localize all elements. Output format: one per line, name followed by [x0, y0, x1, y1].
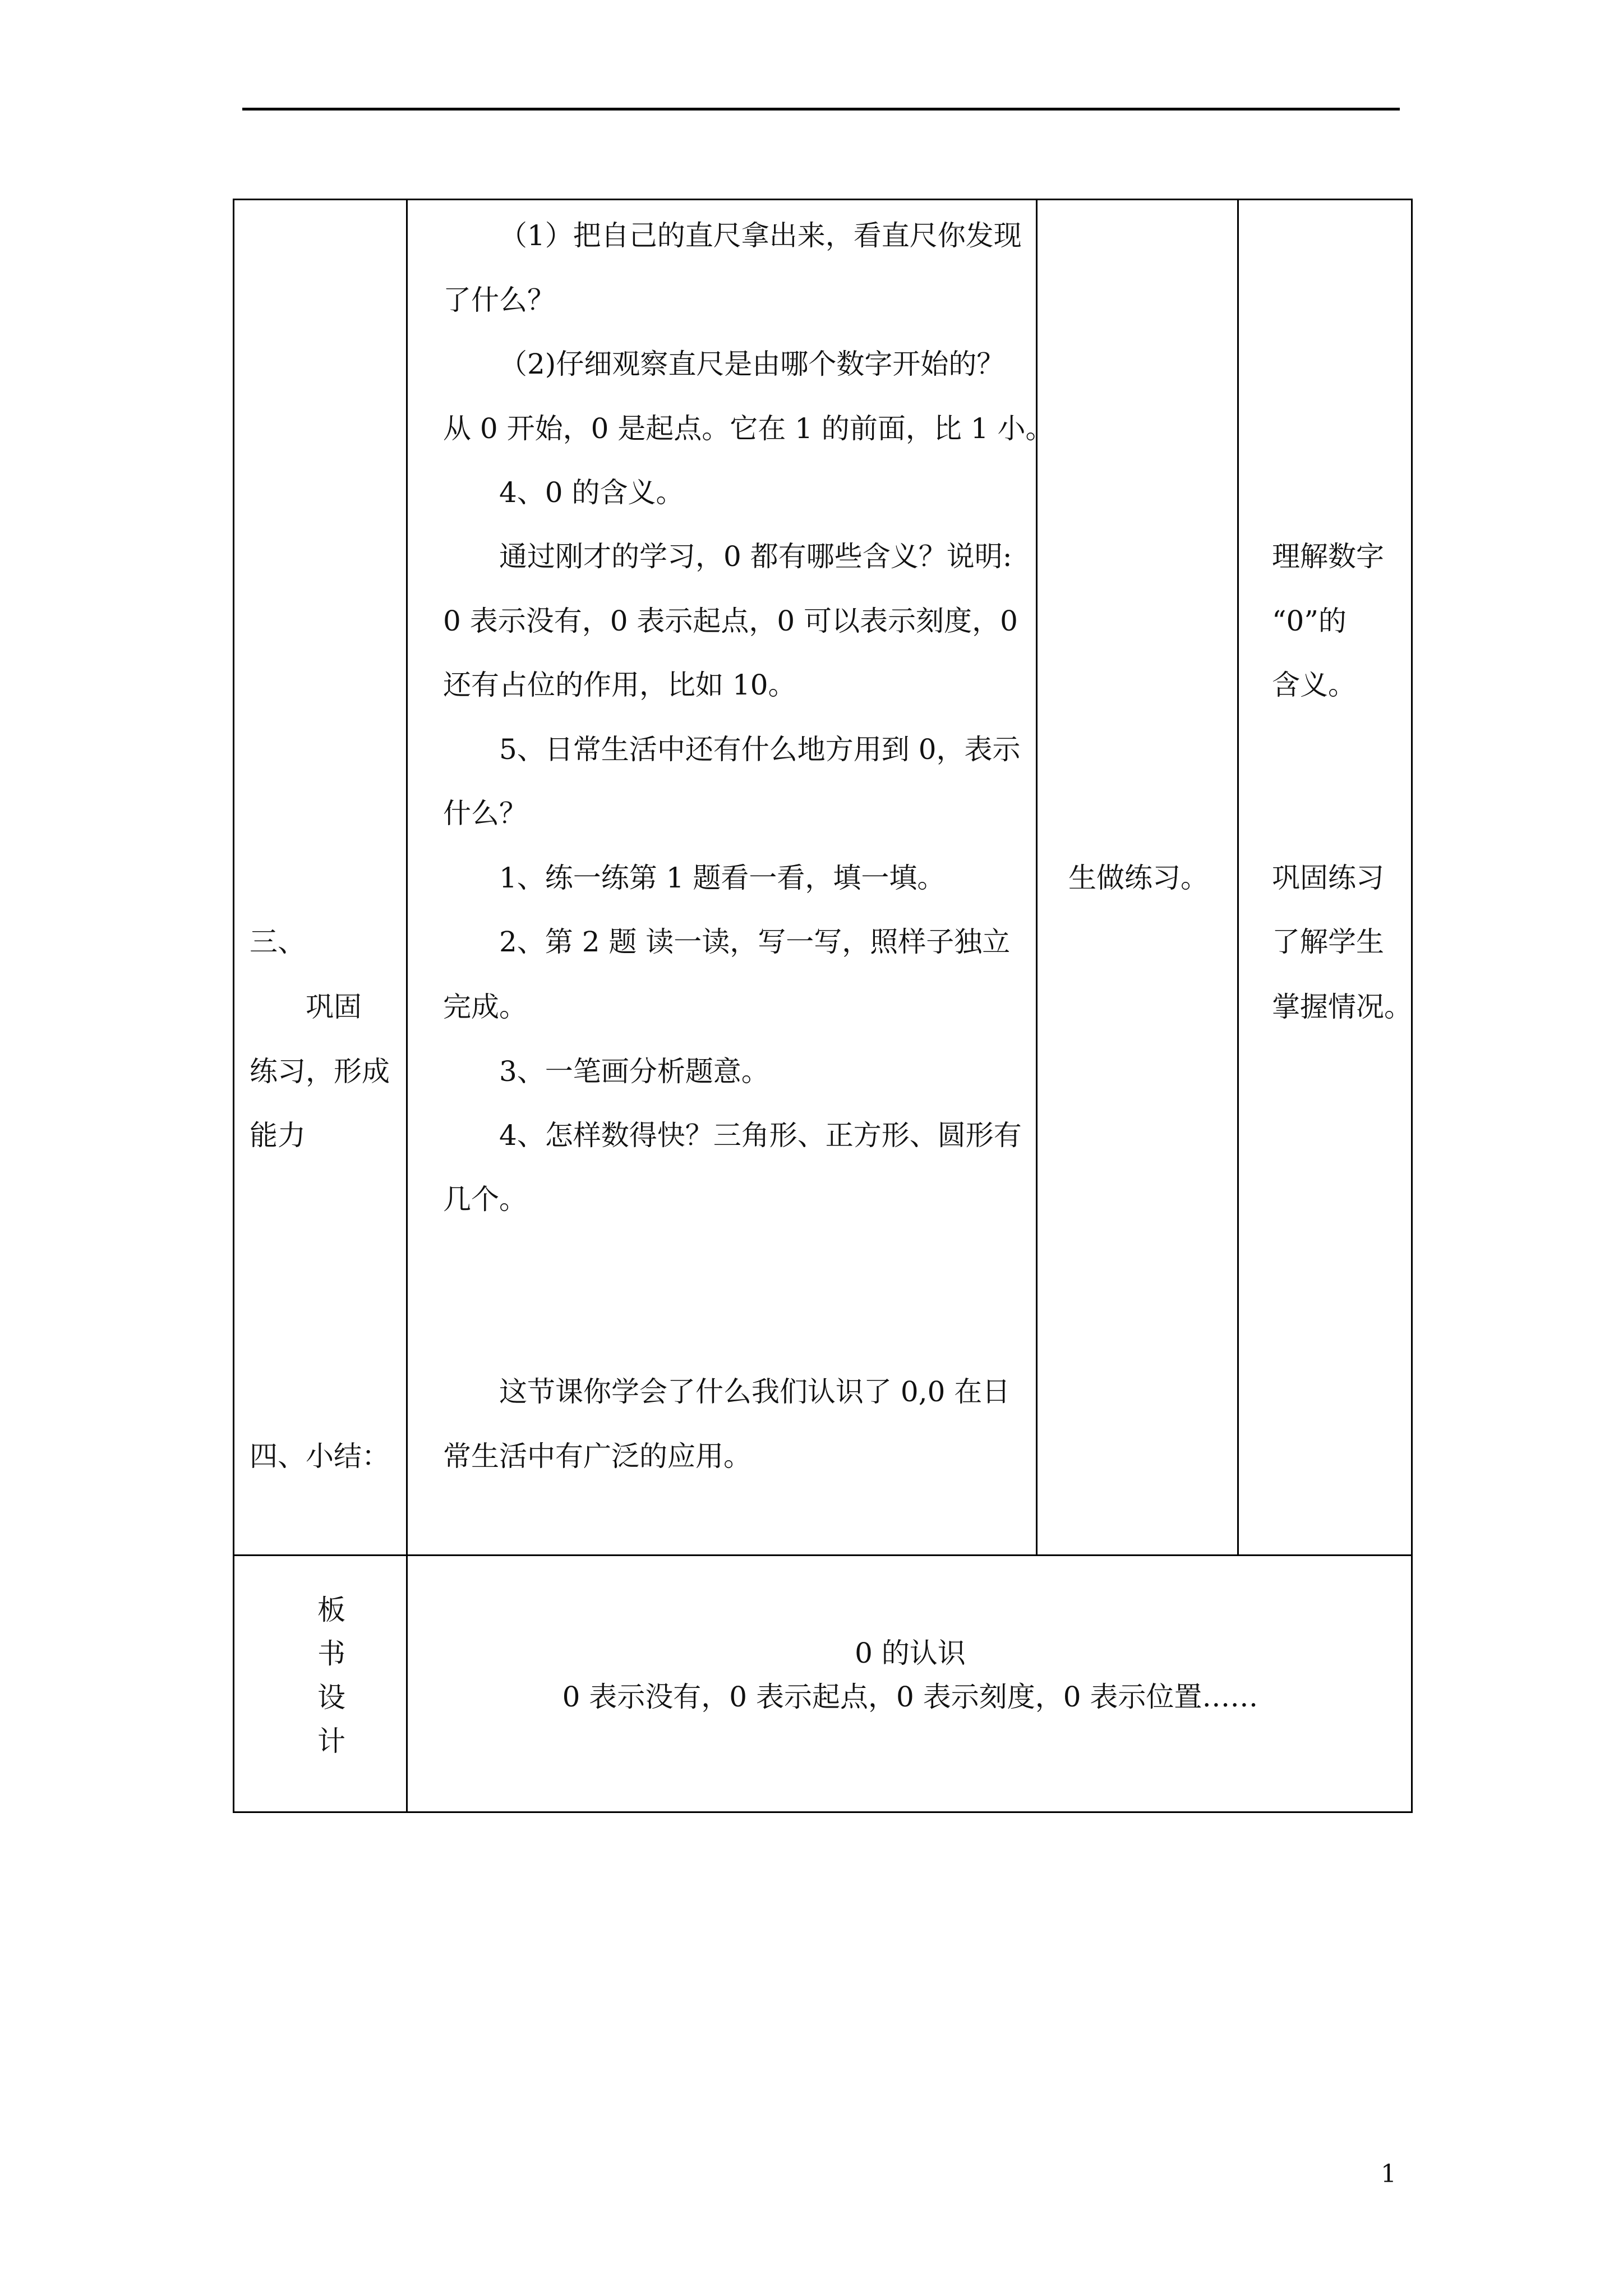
student-activity: 生做练习。 — [1068, 862, 1209, 894]
content-line: （1）把自己的直尺拿出来，看直尺你发现 — [499, 219, 1022, 252]
content-line: 4、0 的含义。 — [499, 476, 684, 509]
page-number: 1 — [1381, 2160, 1396, 2188]
header-rule — [242, 108, 1400, 111]
stage-4-title: 四、小结： — [250, 1440, 390, 1473]
col-divider-1 — [406, 199, 408, 1813]
content-line: （2)仔细观察直尺是由哪个数字开始的？ — [499, 348, 1005, 380]
content-line: 还有占位的作用，比如 10。 — [443, 669, 796, 701]
content-line: 3、一笔画分析题意。 — [499, 1055, 769, 1088]
board-label-char: 书 — [317, 1637, 345, 1670]
content-line: 几个。 — [443, 1183, 527, 1216]
stage-3-number: 三、 — [250, 926, 306, 958]
intent-line: 巩固练习 — [1272, 862, 1384, 894]
intent-line: “0”的 — [1272, 605, 1347, 637]
content-line: 从 0 开始，0 是起点。它在 1 的前面，比 1 小。 — [443, 412, 1054, 445]
board-title: 0 的认识 — [855, 1637, 966, 1669]
intent-line: 了解学生 — [1272, 926, 1384, 958]
content-line: 常生活中有广泛的应用。 — [443, 1440, 751, 1473]
content-line: 5、日常生活中还有什么地方用到 0，表示 — [499, 733, 1021, 766]
board-content: 0 表示没有，0 表示起点，0 表示刻度，0 表示位置…… — [562, 1681, 1258, 1713]
stage-3-title-a: 巩固 — [306, 991, 362, 1023]
content-line: 2、第 2 题 读一读，写一写，照样子独立 — [499, 926, 1011, 958]
row-divider — [233, 1554, 1413, 1556]
content-line: 4、怎样数得快？三角形、正方形、圆形有 — [499, 1119, 1022, 1152]
content-line: 这节课你学会了什么我们认识了 0,0 在日 — [499, 1375, 1011, 1408]
stage-3-title-c: 能力 — [250, 1119, 306, 1152]
content-line: 0 表示没有，0 表示起点，0 可以表示刻度，0 — [443, 605, 1018, 637]
content-line: 完成。 — [443, 991, 527, 1023]
intent-line: 掌握情况。 — [1272, 991, 1412, 1023]
board-label-char: 板 — [317, 1594, 345, 1626]
content-line: 了什么？ — [443, 284, 555, 316]
intent-line: 含义。 — [1272, 669, 1356, 701]
board-label-char: 计 — [317, 1725, 345, 1757]
col-divider-3 — [1237, 199, 1239, 1555]
content-line: 通过刚才的学习，0 都有哪些含义？说明: — [499, 540, 1012, 573]
intent-line: 理解数字 — [1272, 540, 1384, 573]
stage-3-title-b: 练习，形成 — [250, 1055, 390, 1088]
content-line: 1、练一练第 1 题看一看，填一填。 — [499, 862, 946, 894]
content-line: 什么？ — [443, 797, 527, 830]
board-label-char: 设 — [317, 1681, 345, 1714]
